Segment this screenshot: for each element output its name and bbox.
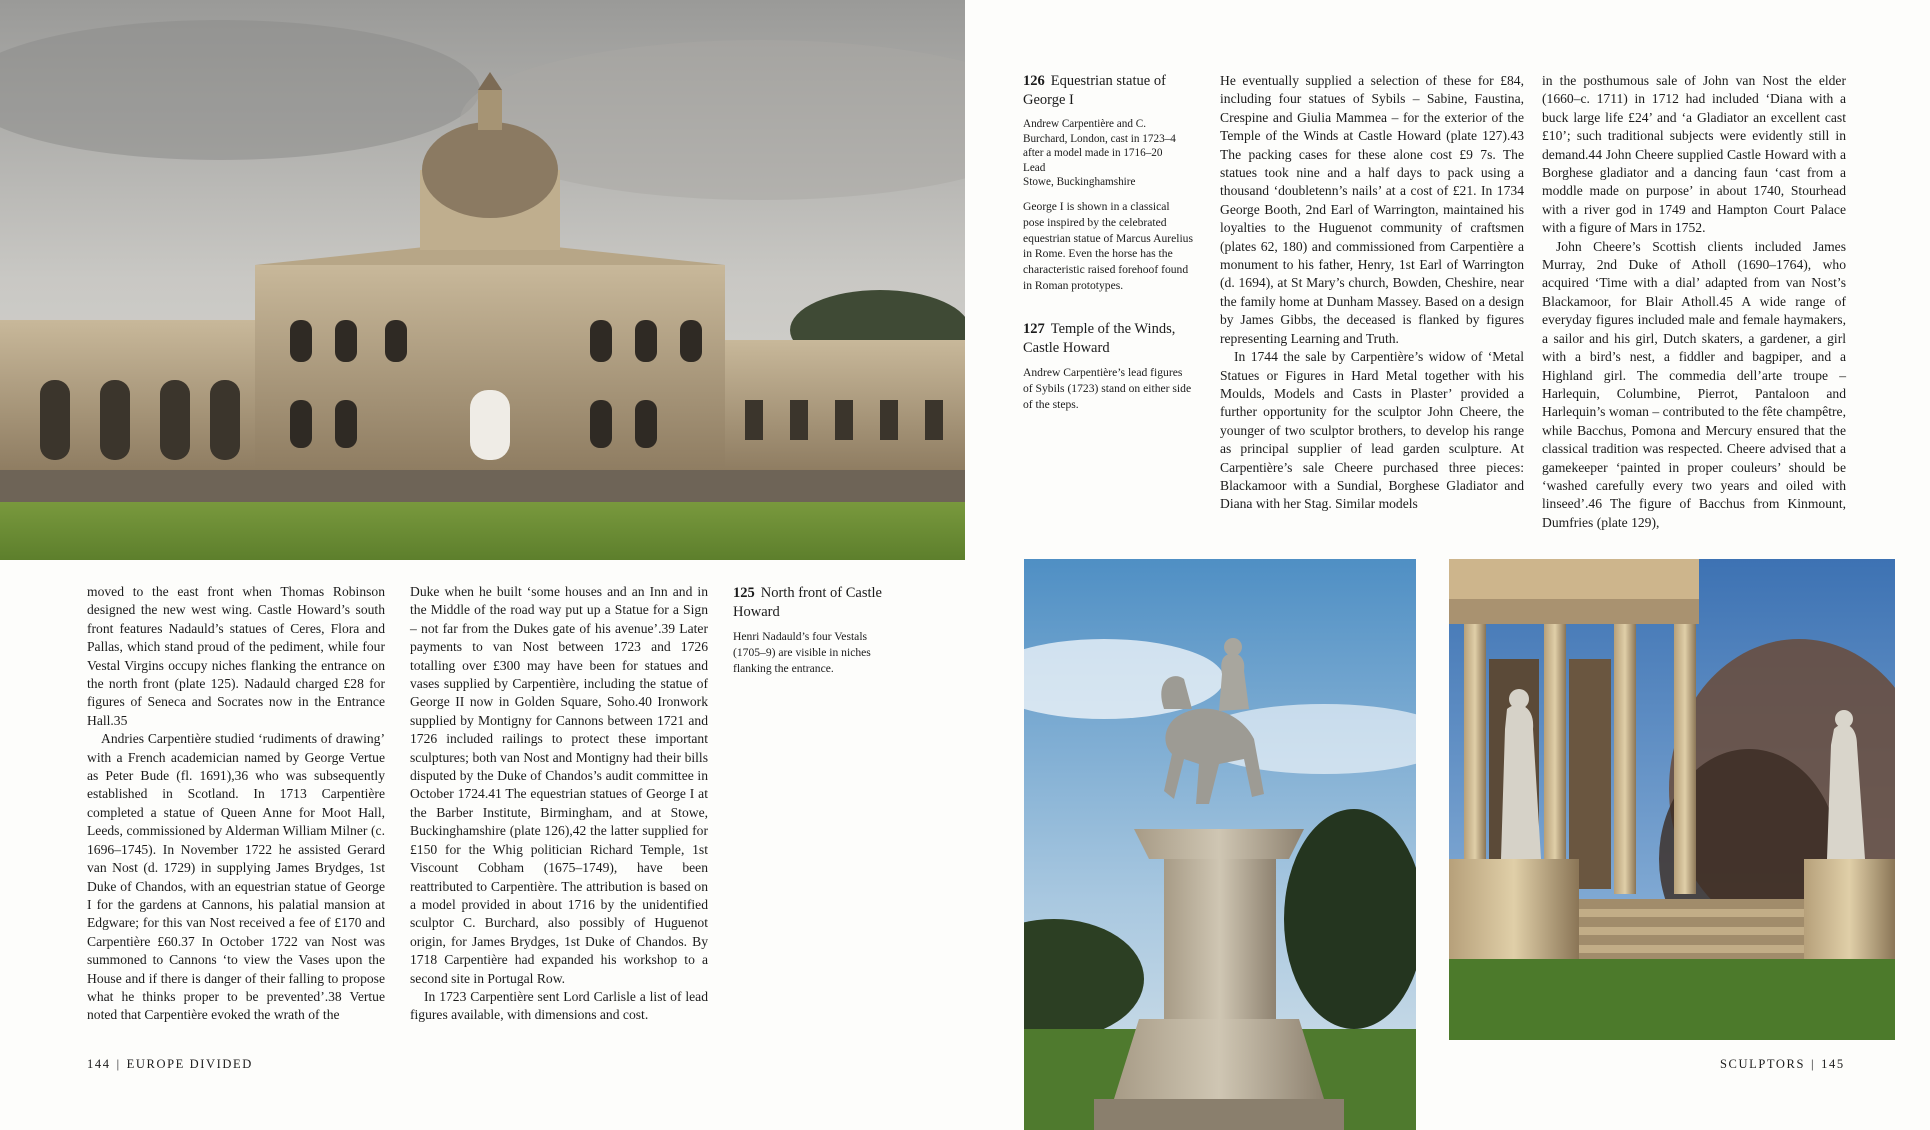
caption-title: Temple of the Winds, Castle Howard <box>1023 321 1176 356</box>
caption-description: Andrew Carpentière’s lead figures of Sybils (1723) stand on either side of the steps. <box>1023 366 1192 411</box>
page-number: 145 <box>1821 1057 1845 1071</box>
caption-description: Henri Nadauld’s four Vestals (1705–9) are visible in niches flanking the entrance. <box>733 630 871 675</box>
left-column-2 <box>410 583 708 1025</box>
caption-title: North front of Castle Howard <box>733 585 882 620</box>
page-number: 144 <box>87 1057 111 1071</box>
body-paragraph: John Cheere’s Scottish clients included James Murray, 2nd Duke of Atholl (1690–1764), who acquired ‘Time with a dial’ adapted from van Nost’s Blackamoor, for Blair Atholl.45 A wide range of everyday figures included male and female haymakers, a sailor and his girl, Dutch skaters, a gardener, a girl with a bird’s nest, a fiddler and bagpiper, and a Highland girl. The commedia dell’arte troupe – Harlequin, Columbine, Pierrot, Pantaloon and Harlequin’s woman – contributed to the fête champêtre, while Bacchus, Pomona and Mercury ensured that the classical tradition was respected. Cheere advised that a gamekeeper ‘painted in proper couleurs’ should be ‘washed carefully every two years and oiled with linseed’.46 The figure of Bacchus from Kinmount, Dumfries (plate 129), <box>1542 238 1846 530</box>
right-column-2 <box>1220 72 1524 514</box>
running-head: EUROPE DIVIDED <box>126 1057 253 1071</box>
right-column-3 <box>1542 72 1846 532</box>
caption-number: 126 <box>1023 73 1045 89</box>
caption-number: 127 <box>1023 321 1045 337</box>
caption-title: Equestrian statue of George I <box>1023 73 1166 108</box>
right-page <box>965 0 1930 1130</box>
folio-left: 144 | EUROPE DIVIDED <box>87 1057 253 1071</box>
temple-of-winds-photo <box>1449 559 1895 1040</box>
left-column-1 <box>87 583 385 1025</box>
caption-meta: Andrew Carpentière and C. Burchard, London, cast in 1723–4 after a model made in 1716–20 Lead Stowe, Buckinghamshire <box>1023 118 1176 189</box>
body-paragraph: Duke when he built ‘some houses and an Inn and in the Middle of the road way put up a Statue for a Sign – not far from the Dukes gate of his avenue’.39 Later payments to van Nost between 1723 and 1726 totalling over £300 may have been for statues and vases supplied by Carpentière, including the statue of George II now in Golden Square, Soho.40 Ironwork supplied by Montigny for Cannons between 1721 and 1726 included railings to protect these important sculptures; both van Nost and Montigny had their bills disputed by the Duke of Chandos’s audit committee in October 1724.41 The equestrian statues of George I at the Barber Institute, Birmingham, and at Stowe, Buckinghamshire (plate 126),42 the latter supplied for £150 for the Whig politician Richard Temple, 1st Viscount Cobham (1675–1749), have been reattributed to Carpentière. The attribution is based on a model provided in about 1716 by the unidentified sculptor C. Burchard, also possibly of Huguenot origin, for James Brydges, 1st Duke of Chandos. By 1718 Carpentière had expanded his workshop to a second site in Portugal Row. <box>410 584 708 986</box>
body-paragraph: in the posthumous sale of John van Nost the elder (1660–c. 1711) in 1712 had included ‘Diana with a buck large life £24’ and ‘a Gladiator an excellent cast £10’; such traditional subjects were evidently still in demand.44 John Cheere supplied Castle Howard with a Borghese gladiator and a dancing faun ‘cast from a moddle made on purpose’ in about 1740, Stourhead with a river god in 1749 and Hampton Court Palace with a figure of Mars in 1752. <box>1542 73 1846 236</box>
running-head: SCULPTORS <box>1720 1057 1806 1071</box>
caption-127 <box>1023 320 1193 412</box>
body-paragraph: In 1744 the sale by Carpentière’s widow of ‘Metal Statues or Figures in Hard Metal together with his Moulds, Models and Casts in Plaster’ provided a further opportunity for the sculptor John Cheere, the younger of two sculptor brothers, to develop his range as principal supplier of lead garden sculpture. At Carpentière’s sale Cheere purchased three pieces: Blackamoor with a Sundial, Borghese Gladiator and Diana with her Stag. Similar models <box>1220 349 1524 512</box>
caption-125 <box>733 584 883 676</box>
body-paragraph: Andries Carpentière studied ‘rudiments of drawing’ with a French academician named by George Vertue as Peter Bude (fl. 1691),36 who was subsequently established in Scotland. In 1713 Carpentière completed a statue of Queen Anne for Moot Hall, Leeds, commissioned by Alderman William Milner (c. 1696–1745). In November 1722 he assisted Gerard van Nost (d. 1729) in supplying James Brydges, 1st Duke of Chandos, with an equestrian statue of George I for the gardens at Cannons, his palatial mansion at Edgware; for this van Nost received a fee of £170 and Carpentière £60.37 In October 1722 van Nost was summoned to Cannons ‘to view the Vases upon the House and if there is danger of their falling to propose what he thinks proper to be prevented’.38 Vertue noted that Carpentière evoked the wrath of the <box>87 731 385 1023</box>
castle-howard-photo <box>0 0 965 560</box>
caption-description: George I is shown in a classical pose inspired by the celebrated equestrian statue of Marcus Aurelius in Rome. Even the horse has the characteristic raised forehoof found in Roman prototypes. <box>1023 199 1193 292</box>
equestrian-statue-photo <box>1024 559 1416 1130</box>
folio-right: SCULPTORS | 145 <box>1720 1057 1845 1071</box>
body-paragraph: In 1723 Carpentière sent Lord Carlisle a list of lead figures available, with dimensions and cost. <box>410 988 708 1023</box>
body-paragraph: He eventually supplied a selection of these for £84, including four statues of Sybils – Sabine, Faustina, Crespine and Giulia Mammea – for the exterior of the Temple of the Winds at Castle Howard (plate 127).43 The packing cases for these alone cost £9 7s. The statues took nine and a half days to pack using a thousand ‘doubletenn’s nails’ at a cost of £21. In 1734 George Booth, 2nd Earl of Warrington, maintained his loyalties to the Huguenot community of craftsmen (plates 62, 180) and commissioned from Carpentière a monument to his father, Henry, 1st Earl of Warrington (d. 1694), at St Mary’s church, Bowden, Cheshire, near the family home at Dunham Massey. Based on a design by James Gibbs, the deceased is flanked by figures representing Learning and Truth. <box>1220 73 1524 346</box>
caption-126 <box>1023 72 1193 294</box>
body-paragraph: moved to the east front when Thomas Robinson designed the new west wing. Castle Howard’s south front features Nadauld’s statues of Ceres, Flora and Pallas, which stand proud of the pediment, while four Vestal Virgins occupy niches flanking the entrance on the north front (plate 125). Nadauld charged £28 for figures of Seneca and Socrates now in the Entrance Hall.35 <box>87 584 385 728</box>
caption-number: 125 <box>733 585 755 601</box>
